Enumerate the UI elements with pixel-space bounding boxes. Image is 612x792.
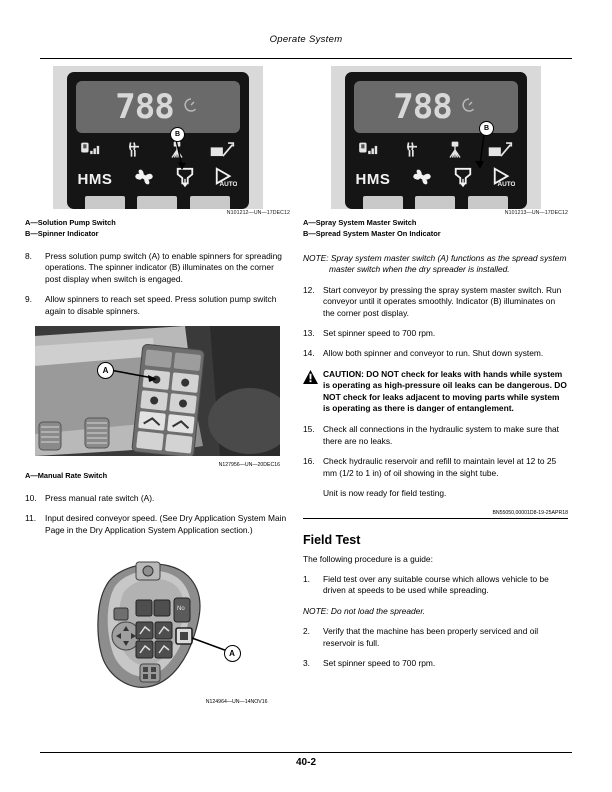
step-text: Press solution pump switch (A) to enable spinners for spreading operations. The spinner indicator (B) illuminates on the corner post display when switch is engaged. xyxy=(45,251,282,284)
note-text: NOTE: Do not load the spreader. xyxy=(303,605,426,616)
reference-code: BN55050,00001D8-19-25APR18 xyxy=(492,509,568,516)
step-text: Start conveyor by pressing the spray system master switch. Run conveyor until it operates smoothly. Indicator (B) illuminates on the corner post display. xyxy=(323,284,562,318)
figure-code: N124964—UN—14NOV16 xyxy=(205,699,268,706)
hms-label: HMS xyxy=(77,170,113,188)
step-number: 16. xyxy=(303,456,315,467)
joystick-illustration-figure xyxy=(48,552,268,705)
step-number: 10. xyxy=(25,493,37,504)
step-text: Check all connections in the hydraulic system to make sure that there are no leaks. xyxy=(323,424,560,446)
step-text: Verify that the machine has been properly serviced and oil reservoir is full. xyxy=(323,626,539,648)
step-item xyxy=(303,658,568,669)
lcd-digits: 788 xyxy=(393,87,452,127)
figure-code: N127956—UN—20DEC16 xyxy=(218,462,280,469)
step-number: 15. xyxy=(303,424,315,435)
step-number: 8. xyxy=(25,251,32,261)
callout-b: B xyxy=(170,127,185,142)
step-item xyxy=(25,493,290,504)
joystick-sub-label: No xyxy=(176,606,185,613)
step-item xyxy=(303,328,568,339)
step-item xyxy=(303,285,568,319)
cab-console-illustration xyxy=(35,326,280,456)
section-divider xyxy=(303,518,568,519)
svg-text:AUTO: AUTO xyxy=(219,180,238,188)
hms-label: HMS xyxy=(355,170,391,188)
joystick-illustration xyxy=(48,552,268,692)
step-item xyxy=(303,626,568,649)
step-text: Field test over any suitable course which allows vehicle to be driven at speeds to be used while spreading. xyxy=(323,573,549,596)
display-panel-right-figure xyxy=(303,66,568,216)
steps-group-4 xyxy=(303,424,568,499)
caption-list xyxy=(25,218,290,239)
display-panel-left-figure xyxy=(25,66,290,216)
step-item xyxy=(25,294,290,317)
step-number: 13. xyxy=(303,328,315,339)
photo-caption: A—Manual Rate Switch xyxy=(25,471,108,481)
step-text: Set spinner speed to 700 rpm. xyxy=(323,328,436,339)
caption-item: A—Solution Pump Switch xyxy=(25,218,116,227)
step-number: 12. xyxy=(303,284,315,295)
manual-rate-switch-photo xyxy=(35,326,280,468)
steps-group-1 xyxy=(25,251,290,317)
step-number: 14. xyxy=(303,348,315,359)
page-number: 40-2 xyxy=(295,757,316,768)
closing-text: Unit is now ready for field testing. xyxy=(323,488,447,499)
step-item xyxy=(303,456,568,479)
step-item xyxy=(25,251,290,285)
right-column xyxy=(303,66,568,678)
note-block xyxy=(303,606,568,617)
step-number: 1. xyxy=(303,573,310,584)
header-title: Operate System xyxy=(269,34,343,45)
figure-code: N101212—UN—17DEC12 xyxy=(226,210,290,216)
caution-block xyxy=(303,369,568,415)
step-item xyxy=(303,348,568,359)
step-text: Press manual rate switch (A). xyxy=(45,493,155,504)
step-text: Check hydraulic reservoir and refill to maintain level at 12 to 25 mm (1/2 to 1 in) of oil showing in the sight tube. xyxy=(323,456,557,478)
note-text: NOTE: Spray system master switch (A) functions as the spread system master switch when the dry spreader is installed. xyxy=(303,253,567,275)
steps-group-3 xyxy=(303,285,568,360)
warning-triangle-icon xyxy=(303,369,318,415)
header-divider xyxy=(40,58,572,59)
callout-b: B xyxy=(479,121,494,136)
svg-text:AUTO: AUTO xyxy=(497,180,516,188)
left-column xyxy=(25,66,290,705)
lcd-digits: 788 xyxy=(115,87,174,127)
caption-list xyxy=(303,218,568,239)
caption-item: B—Spinner Indicator xyxy=(25,229,99,238)
caution-text: CAUTION: DO NOT check for leaks with hands while system is operating as high-pressure oil leaks can be dangerous. DO NOT check for leaks adjacent to moving parts while system is operating as there is danger of entanglement. xyxy=(323,368,567,414)
field-test-intro: The following procedure is a guide: xyxy=(303,553,433,564)
step-number: 9. xyxy=(25,294,32,305)
step-text: Allow spinners to reach set speed. Press solution pump switch again to disable spinners. xyxy=(45,294,277,316)
callout-a: A xyxy=(224,645,241,662)
step-text: Allow both spinner and conveyor to run. Shut down system. xyxy=(323,348,544,359)
figure-code: N101213—UN—17DEC12 xyxy=(504,210,568,216)
step-number: 2. xyxy=(303,626,310,637)
step-item xyxy=(303,574,568,597)
step-number: 11. xyxy=(25,513,37,524)
step-number: 3. xyxy=(303,657,310,668)
step-item xyxy=(25,513,290,536)
step-text: Set spinner speed to 700 rpm. xyxy=(323,657,436,668)
caption-item: B—Spread System Master On Indicator xyxy=(303,229,441,238)
callout-a: A xyxy=(97,362,114,379)
callout-leader-line xyxy=(25,66,290,206)
footer-divider xyxy=(40,752,572,753)
page-header xyxy=(40,34,572,45)
callout-leader-line xyxy=(303,66,568,206)
section-heading-field-test: Field Test xyxy=(303,532,361,547)
steps-group-2 xyxy=(25,493,290,536)
step-text: Input desired conveyor speed. (See Dry Application System Main Page in the Dry Application System Application section.) xyxy=(45,513,287,535)
note-block xyxy=(303,253,568,276)
caption-item: A—Spray System Master Switch xyxy=(303,218,417,227)
step-item xyxy=(303,424,568,447)
